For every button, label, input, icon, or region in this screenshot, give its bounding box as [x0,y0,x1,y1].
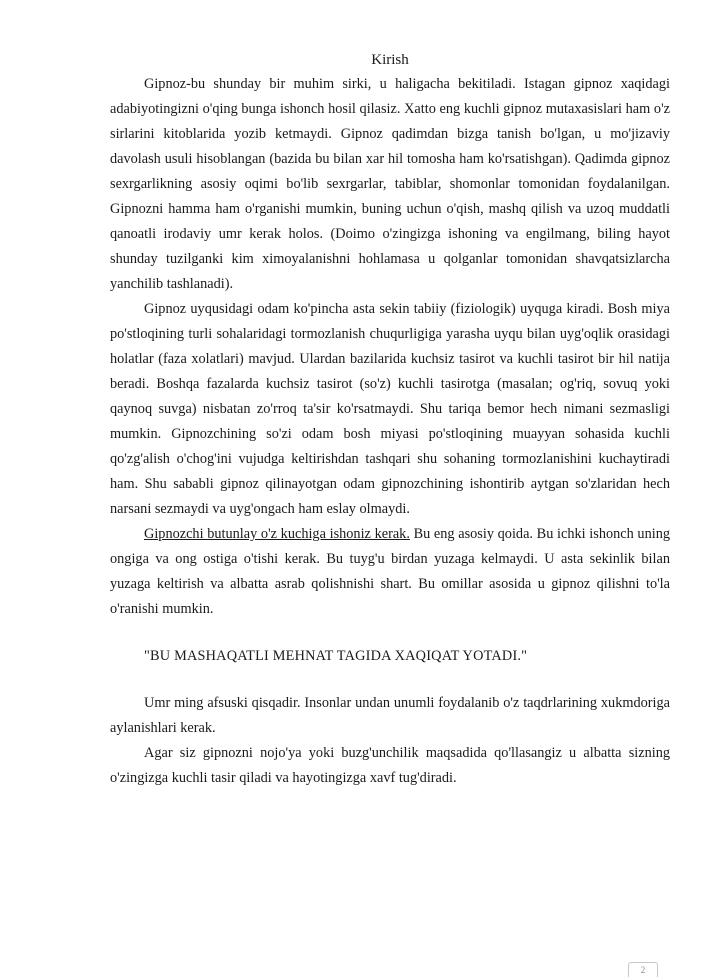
paragraph-3 [110,522,670,622]
underlined-sentence: Gipnozchi butunlay o'z kuchiga ishoniz kerak. [144,526,410,542]
paragraph-2: Gipnoz uyqusidagi odam ko'pincha asta sekin tabiiy (fiziologik) uyquga kiradi. Bosh miya po'stloqining turli sohalaridagi tormozlanish chuqurligiga yarasha uyqu bilan uyg'oqlik orasidagi holatlar (faza xolatlari) mavjud. Ulardan bazilarida kuchsiz tasirot va kuchli tasirot bir hil natija beradi. Boshqa fazalarda kuchsiz tasirot (so'z) kuchli tasirotga (masalan; og'riq, sovuq yoki qaynoq suvga) nisbatan zo'rroq ta'sir ko'rsatmaydi. Shu tariqa bemor hech nimani sezmasligi mumkin. Gipnozchining so'zi odam bosh miyasi po'stloqining muayyan sohasida kuchli qo'zg'alish o'chog'ini vujudga keltirishdan tashqari shu sohaning tormozlanishini kuchaytiradi ham. Shu sababli gipnoz qilinayotgan odam gipnozchining ishontirib aytgan so'zlaridan hech narsani sezmaydi va uyg'ongach ham eslay olmaydi. [110,301,670,517]
paragraph-1: Gipnoz-bu shunday bir muhim sirki, u haligacha bekitiladi. Istagan gipnoz xaqidagi adabiyotingizni o'qing bunga ishonch hosil qilasiz. Xatto eng kuchli gipnoz mutaxasislari ham o'z sirlarini kitoblarida yozib ketmaydi. Gipnoz qadimdan bizga tanish bo'lgan, u mo'jizaviy davolash usuli hisoblangan (bazida bu bilan xar hil tomosha ham ko'rsatishgan). Qadimda gipnoz sexrgarlikning asosiy oqimi bo'lib sexrgarlar, tabiblar, shomonlar tomonidan foydalanilgan. Gipnozni hamma ham o'rganishi mumkin, buning uchun o'qish, mashq qilish va uzoq muddatli qanoatli irodaviy umr kerak holos. (Doimo o'zingizga ishoning va engilmang, biling hayot shunday tuzilganki kim ximoyalanishni hohlamasa u qolganlar tomonidan shavqatsizlarcha yanchilib tashlanadi). [110,76,670,292]
document-page [110,50,670,791]
paragraph-4: Umr ming afsuski qisqadir. Insonlar undan unumli foydalanib o'z taqdrlarining xukmdoriga aylanishlari kerak. [110,695,670,736]
section-title: Kirish [371,52,409,68]
paragraph-3-rest: Bu eng asosiy qoida. Bu ichki ishonch uning ongiga va ong ostiga o'tishi kerak. Bu tuyg'u birdan yuzaga kelmaydi. U asta sekinlik bilan yuzaga keltirish va albatta asrab qolishnishi shart. Bu omillar asosida u gipnoz qilishni to'la o'ranishi mumkin. [110,526,670,617]
page-number: 2 [628,962,658,977]
paragraph-5: Agar siz gipnozni nojo'ya yoki buzg'unchilik maqsadida qo'llasangiz u albatta sizning o'zingizga kuchli tasir qiladi va hayotingizga xavf tug'diradi. [110,745,670,786]
quote-line: "BU MASHAQATLI MEHNAT TAGIDA XAQIQAT YOTADI." [144,648,528,664]
